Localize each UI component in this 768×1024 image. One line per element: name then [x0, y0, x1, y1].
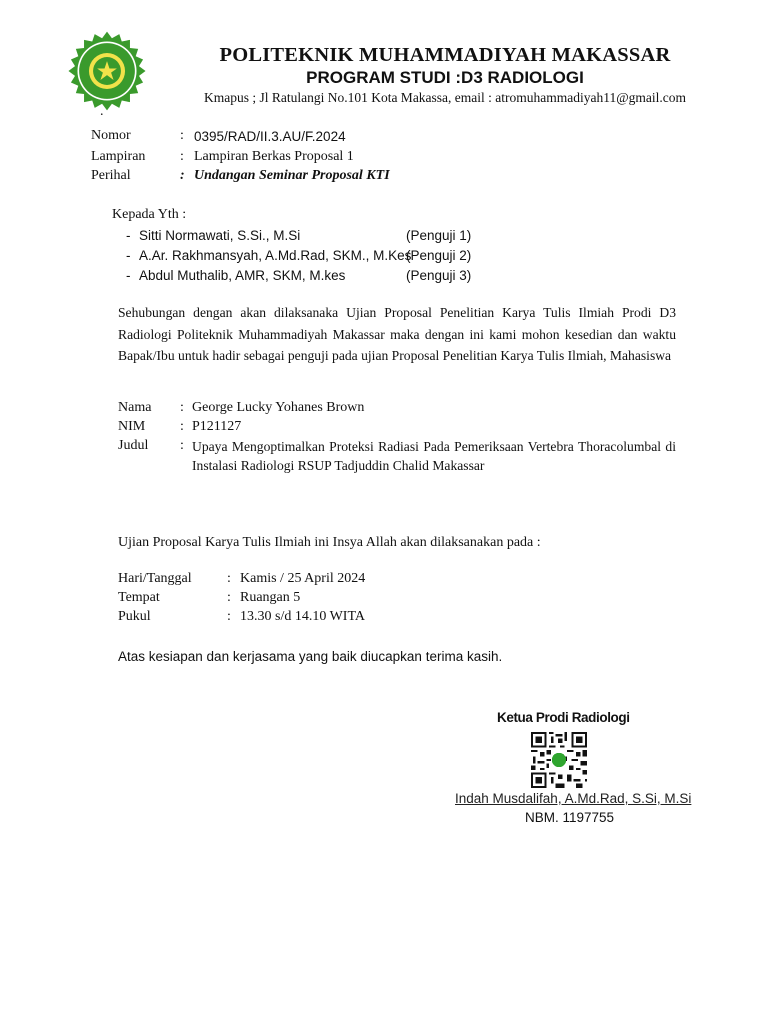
signatory-nbm: NBM. 1197755 [525, 810, 615, 825]
perihal-label: Perihal [91, 168, 131, 183]
closing-text: Atas kesiapan dan kerjasama yang baik diucapkan terima kasih. [118, 649, 503, 664]
nomor-value: 0395/RAD/II.3.AU/F.2024 [194, 129, 346, 144]
perihal-sep: : [180, 168, 185, 183]
hari-label: Hari/Tanggal [118, 571, 192, 586]
judul-label: Judul [118, 438, 149, 453]
recipient-role: (Penguji 3) [406, 268, 472, 283]
lampiran-label: Lampiran [91, 149, 146, 164]
recipient-dash: - [126, 268, 131, 283]
tempat-sep: : [227, 590, 231, 605]
hari-sep: : [227, 571, 231, 586]
signatory-name: Indah Musdalifah, A.Md.Rad, S.Si, M.Si [455, 791, 692, 806]
lampiran-sep: : [180, 149, 184, 164]
judul-sep: : [180, 438, 184, 453]
nim-value: P121127 [192, 419, 242, 434]
recipient-role: (Penguji 2) [406, 248, 472, 263]
lampiran-value: Lampiran Berkas Proposal 1 [194, 149, 354, 164]
university-seal-icon [66, 30, 148, 112]
qr-code-icon [531, 732, 587, 788]
nama-value: George Lucky Yohanes Brown [192, 400, 365, 415]
institution-name: POLITEKNIK MUHAMMADIYAH MAKASSAR [219, 44, 671, 66]
institution-address: Kmapus ; Jl Ratulangi No.101 Kota Makassa, email : atromuhammadiyah11@gmail.com [203, 90, 687, 105]
recipient-dash: - [126, 248, 131, 263]
program-name: PROGRAM STUDI :D3 RADIOLOGI [306, 68, 584, 87]
tempat-value: Ruangan 5 [240, 590, 301, 605]
tempat-label: Tempat [118, 590, 160, 605]
nomor-label: Nomor [91, 128, 131, 143]
nim-sep: : [180, 419, 184, 434]
nim-label: NIM [118, 419, 146, 434]
pukul-value: 13.30 s/d 14.10 WITA [240, 609, 366, 624]
pukul-label: Pukul [118, 609, 151, 624]
recipient-name: Sitti Normawati, S.Si., M.Si [139, 228, 301, 243]
recipient-name: A.Ar. Rakhmansyah, A.Md.Rad, SKM., M.Kes [139, 248, 412, 263]
body-paragraph: Sehubungan dengan akan dilaksanaka Ujian Proposal Penelitian Karya Tulis Ilmiah Prodi D3 Radiologi Politeknik Muhammadiyah Makassar maka dengan ini kami mohon kesedian dan waktu Bapak/Ibu untuk hadir sebagai penguji pada ujian Proposal Penelitian Karya Tulis Ilmiah, Mahasiswa [118, 305, 676, 364]
nomor-sep: : [180, 128, 184, 143]
perihal-value: Undangan Seminar Proposal KTI [194, 168, 390, 183]
pukul-sep: : [227, 609, 231, 624]
judul-value: Upaya Mengoptimalkan Proteksi Radiasi Pada Pemeriksaan Vertebra Thoracolumbal di Instalasi Radiologi RSUP Tadjuddin Chalid Makassar [192, 439, 676, 473]
signature-title: Ketua Prodi Radiologi [497, 710, 630, 725]
recipient-name: Abdul Muthalib, AMR, SKM, M.kes [139, 268, 346, 283]
recipients-heading: Kepada Yth : [112, 207, 187, 222]
nama-label: Nama [118, 400, 152, 415]
schedule-intro: Ujian Proposal Karya Tulis Ilmiah ini Insya Allah akan dilaksanakan pada : [118, 535, 541, 550]
hari-value: Kamis / 25 April 2024 [240, 571, 366, 586]
header-bullet: . [100, 104, 104, 119]
recipient-dash: - [126, 228, 131, 243]
nama-sep: : [180, 400, 184, 415]
recipient-role: (Penguji 1) [406, 228, 472, 243]
